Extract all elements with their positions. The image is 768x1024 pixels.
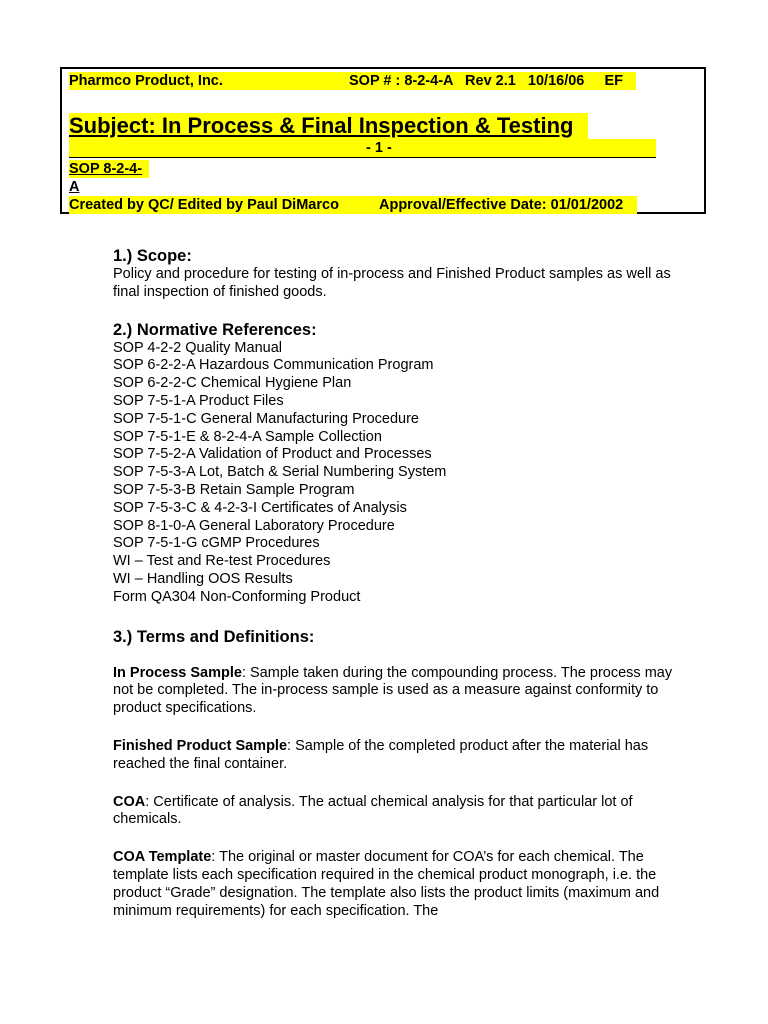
header-info-line [69, 72, 636, 90]
reference-item: SOP 7-5-2-A Validation of Product and Processes [113, 446, 432, 463]
reference-item: Form QA304 Non-Conforming Product [113, 588, 361, 605]
definition-term: In Process Sample [113, 664, 242, 681]
reference-item: WI – Test and Re-test Procedures [113, 553, 331, 570]
reference-item: SOP 7-5-1-A Product Files [113, 392, 284, 409]
reference-item: SOP 8-1-0-A General Laboratory Procedure [113, 517, 395, 534]
reference-item: SOP 7-5-3-A Lot, Batch & Serial Numbering System [113, 464, 447, 481]
scope-heading: 1.) Scope: [113, 247, 192, 265]
reference-item: SOP 4-2-2 Quality Manual [113, 339, 282, 356]
definition-text: : The original or master document for COA’s for each chemical. The template lists each specification required in the chemical product monograph, i.e. the product “Grade” designation. The template also lists the product limits (maximum and minimum requirements) for each specification. The [113, 849, 660, 919]
definition-coa [113, 794, 673, 830]
approval-date: Approval/Effective Date: 01/01/2002 [379, 197, 624, 213]
reference-item: SOP 7-5-3-C & 4-2-3-I Certificates of Analysis [113, 499, 407, 516]
reference-item: SOP 7-5-1-C General Manufacturing Procedure [113, 410, 419, 427]
reference-item: SOP 6-2-2-A Hazardous Communication Program [113, 357, 434, 374]
terms-heading: 3.) Terms and Definitions: [113, 627, 315, 646]
references-list [113, 340, 673, 607]
company-name: Pharmco Product, Inc. [69, 73, 223, 89]
definition-text: : Sample taken during the compounding process. The process may not be completed. The in-process sample is used as a measure against conformity to product specifications. [113, 664, 673, 717]
document-header [60, 67, 706, 214]
page-number-bar [69, 139, 656, 158]
document-body [113, 246, 673, 920]
subject-text: Subject: In Process & Final Inspection & Testing [69, 113, 574, 138]
header-created-line [69, 196, 637, 214]
definition-term: COA Template [113, 849, 212, 866]
sop-id: SOP 8-2-4-A [69, 160, 149, 178]
reference-item: SOP 7-5-1-G cGMP Procedures [113, 535, 320, 552]
references-heading: 2.) Normative References: [113, 320, 317, 339]
scope-text: Policy and procedure for testing of in-process and Finished Product samples as well as final inspection of finished goods. [113, 266, 671, 300]
definition-coa-template [113, 849, 673, 920]
reference-item: SOP 7-5-3-B Retain Sample Program [113, 481, 355, 498]
definition-in-process-sample [113, 665, 673, 718]
reference-item: WI – Handling OOS Results [113, 570, 293, 587]
reference-item: SOP 6-2-2-C Chemical Hygiene Plan [113, 375, 352, 392]
definition-term: COA [113, 793, 146, 810]
reference-item: SOP 7-5-1-E & 8-2-4-A Sample Collection [113, 428, 382, 445]
page-number: - 1 - [366, 140, 392, 156]
definition-finished-product-sample [113, 738, 673, 774]
definition-text: : Sample of the completed product after the material has reached the final container. [113, 737, 649, 772]
sop-revision-info: SOP # : 8-2-4-A Rev 2.1 10/16/06 EF [349, 73, 624, 89]
definition-text: : Certificate of analysis. The actual chemical analysis for that particular lot of chemicals. [113, 793, 633, 828]
created-by: Created by QC/ Edited by Paul DiMarco [69, 197, 339, 213]
definition-term: Finished Product Sample [113, 737, 288, 754]
document-subject [69, 113, 588, 139]
